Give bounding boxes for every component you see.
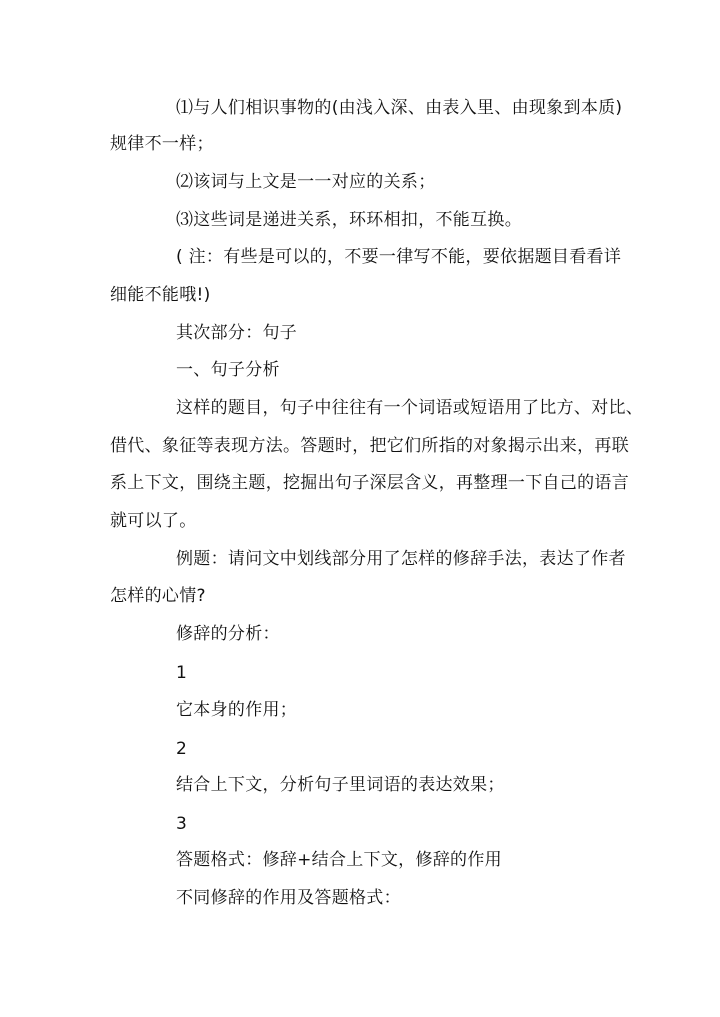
paragraph-line: ⑶这些词是递进关系，环环相扣，不能互换。 bbox=[176, 210, 522, 230]
paragraph-line: 这样的题目，句子中往往有一个词语或短语用了比方、对比、 bbox=[176, 398, 644, 418]
paragraph-line: 系上下文，围绕主题，挖掘出句子深层含义，再整理一下自己的语言 bbox=[110, 473, 629, 493]
paragraph-line: 细能不能哦!) bbox=[110, 285, 211, 305]
paragraph-line: 例题：请问文中划线部分用了怎样的修辞手法，表达了作者 bbox=[176, 549, 626, 569]
paragraph-line: 结合上下文，分析句子里词语的表达效果； bbox=[176, 775, 505, 795]
paragraph-line: 不同修辞的作用及答题格式： bbox=[176, 888, 401, 908]
paragraph-line: 怎样的心情? bbox=[110, 586, 206, 606]
paragraph-line: 修辞的分析： bbox=[176, 624, 280, 644]
section-heading: 其次部分：句子 bbox=[176, 323, 298, 343]
paragraph-line: 就可以了。 bbox=[110, 511, 197, 531]
paragraph-line: ⑵该词与上文是一一对应的关系； bbox=[176, 172, 436, 192]
subsection-heading: 一、句子分析 bbox=[176, 360, 280, 380]
paragraph-line: 规律不一样； bbox=[110, 134, 214, 154]
list-number: 1 bbox=[176, 663, 188, 683]
paragraph-line: 借代、象征等表现方法。答题时，把它们所指的对象揭示出来，再联 bbox=[110, 436, 629, 456]
list-number: 2 bbox=[176, 739, 188, 759]
paragraph-line: ⑴与人们相识事物的(由浅入深、由表入里、由现象到本质) bbox=[176, 98, 623, 118]
paragraph-line: ( 注：有些是可以的，不要一律写不能，要依据题目看看详 bbox=[176, 247, 622, 267]
paragraph-line: 它本身的作用； bbox=[176, 700, 298, 720]
paragraph-line: 答题格式：修辞+结合上下文，修辞的作用 bbox=[176, 850, 502, 870]
list-number: 3 bbox=[176, 814, 188, 834]
